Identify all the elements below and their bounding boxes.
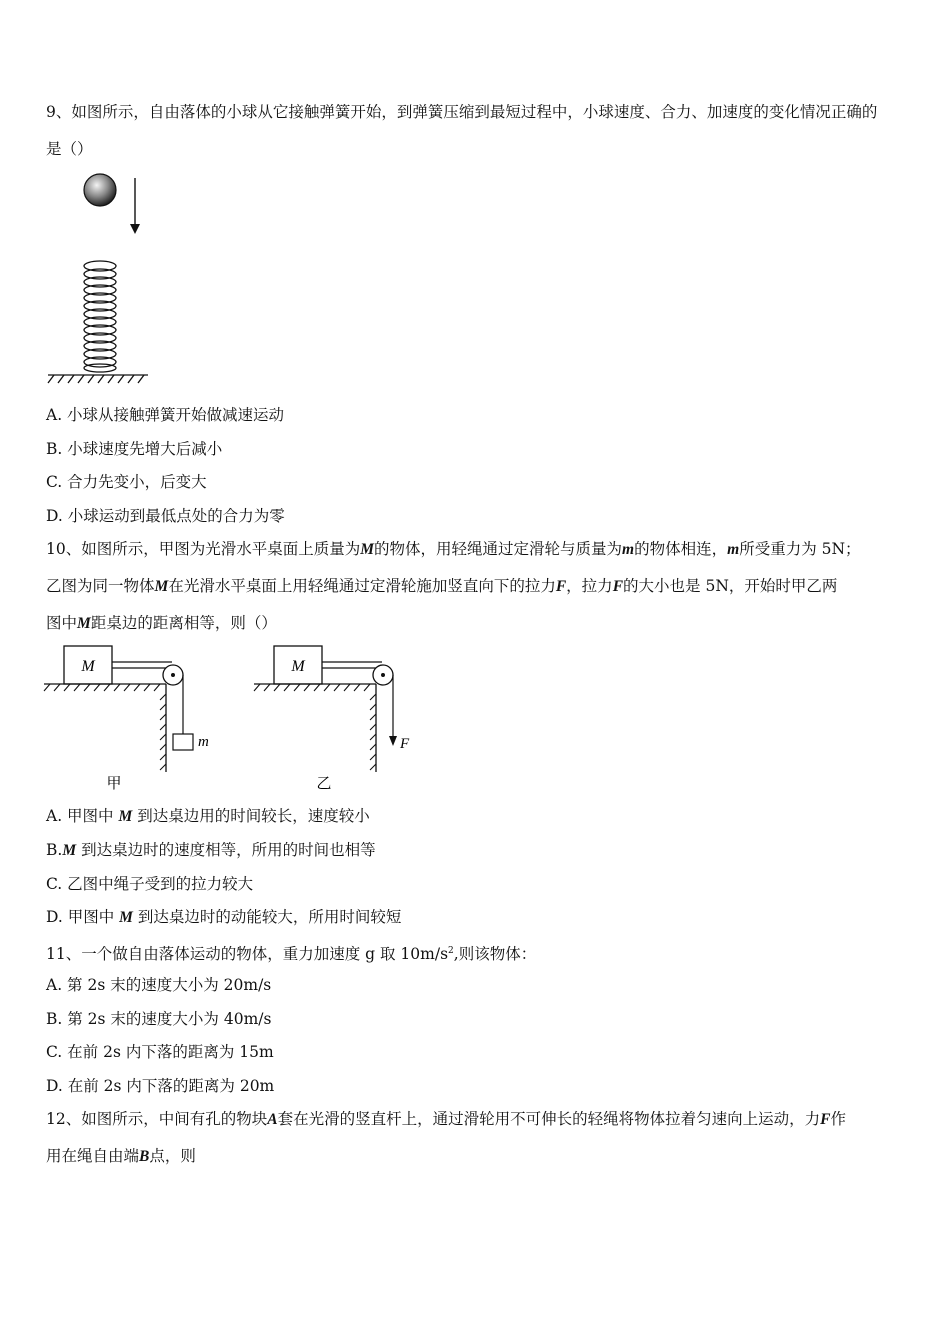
caption-jia: 甲 xyxy=(106,774,122,792)
q9-stem-line1: 9、如图所示，自由落体的小球从它接触弹簧开始，到弹簧压缩到最短过程中，小球速度、合力、加速度的变化情况正确的 xyxy=(46,103,878,121)
mass-m-label: m xyxy=(198,734,209,750)
q10-option-c[interactable]: C. 乙图中绳子受到的拉力较大 xyxy=(46,875,254,893)
q9-option-c[interactable]: C. 合力先变小，后变大 xyxy=(46,473,207,491)
q10-figure-yi xyxy=(250,642,440,794)
q11-option-b[interactable]: B. 第 2s 末的速度大小为 40m/s xyxy=(46,1010,272,1028)
q10-stem-line2: 乙图为同一物体M在光滑水平桌面上用轻绳通过定滑轮施加竖直向下的拉力F，拉力F的大小也是 5N，开始时甲乙两 xyxy=(46,577,838,595)
ball xyxy=(84,174,116,206)
q9-spring-ball-figure xyxy=(44,168,154,388)
spring xyxy=(84,261,116,372)
q10-stem-line3: 图中M距桌边的距离相等，则（） xyxy=(46,614,277,632)
q9-stem-line2: 是（） xyxy=(46,140,93,158)
q9-option-a[interactable]: A. 小球从接触弹簧开始做减速运动 xyxy=(46,406,285,424)
q9-option-d[interactable]: D. 小球运动到最低点处的合力为零 xyxy=(46,507,285,525)
block-M-label: M xyxy=(81,658,95,675)
block-M-label: M xyxy=(291,658,305,675)
down-arrow-icon xyxy=(130,178,140,234)
q9-option-b[interactable]: B. 小球速度先增大后减小 xyxy=(46,440,223,458)
hanging-mass-m xyxy=(173,734,193,750)
q11-stem: 11、一个做自由落体运动的物体，重力加速度 g 取 $10m/s^2$,则该物体： xyxy=(46,945,537,964)
q10-stem-line1: 10、如图所示，甲图为光滑水平桌面上质量为M的物体，用轻绳通过定滑轮与质量为m的物体相连，m所受重力为 5N； xyxy=(46,540,861,558)
q10-figure-jia xyxy=(40,642,230,794)
q12-stem-line2: 用在绳自由端B点，则 xyxy=(46,1147,196,1165)
q10-option-b[interactable]: B.M 到达桌边时的速度相等，所用的时间也相等 xyxy=(46,841,376,859)
q10-option-d[interactable]: D. 甲图中 M 到达桌边时的动能较大，所用时间较短 xyxy=(46,908,402,926)
ground xyxy=(48,375,148,383)
caption-yi: 乙 xyxy=(316,774,332,792)
q10-option-a[interactable]: A. 甲图中 M 到达桌边用的时间较长，速度较小 xyxy=(46,807,370,825)
q11-option-d[interactable]: D. 在前 2s 内下落的距离为 20m xyxy=(46,1077,275,1095)
force-F-label: F xyxy=(400,736,410,752)
q11-option-c[interactable]: C. 在前 2s 内下落的距离为 15m xyxy=(46,1043,274,1061)
q11-option-a[interactable]: A. 第 2s 末的速度大小为 20m/s xyxy=(46,976,272,994)
q12-stem-line1: 12、如图所示，中间有孔的物块A套在光滑的竖直杆上，通过滑轮用不可伸长的轻绳将物体拉着匀速向上运动，力F作 xyxy=(46,1110,846,1128)
force-arrow-icon xyxy=(389,675,397,746)
